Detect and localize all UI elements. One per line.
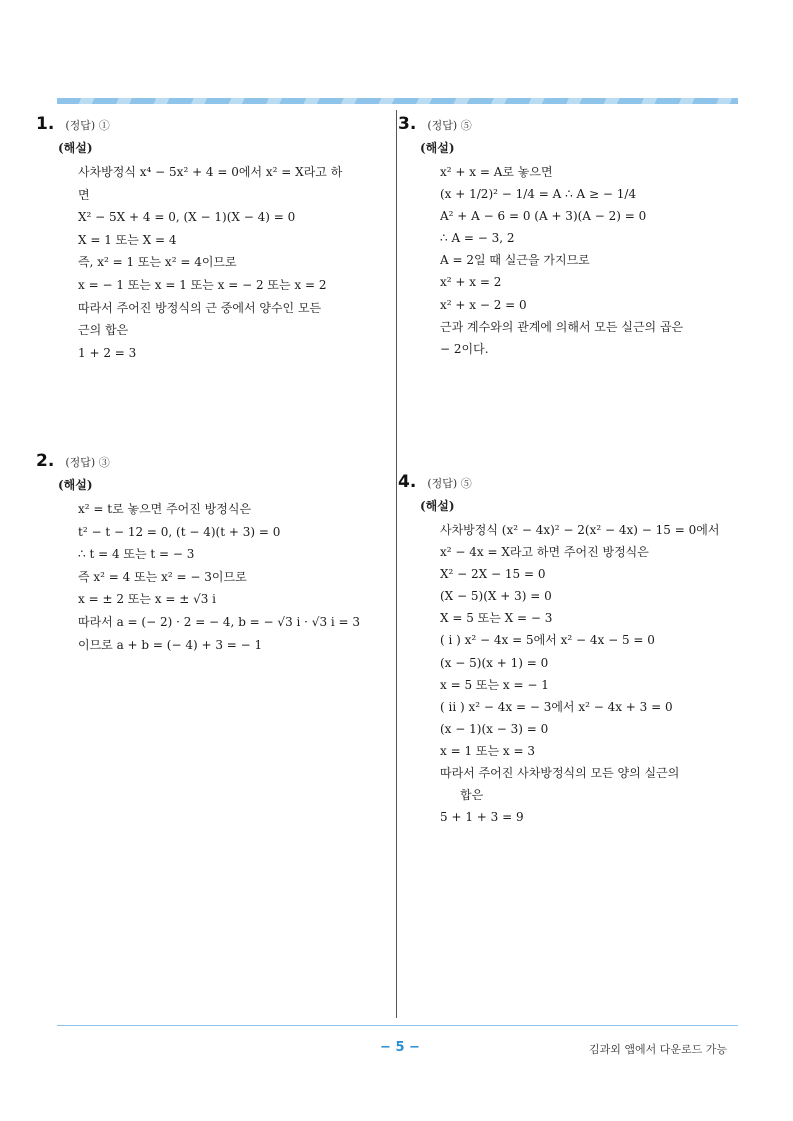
solution-line: X = 5 또는 X = − 3	[440, 611, 553, 626]
solution-line: ∴ A = − 3, 2	[440, 231, 515, 246]
solution-line: 합은	[460, 788, 484, 803]
solution-lines	[440, 519, 743, 828]
problem-1	[36, 114, 386, 364]
solution-line: X = 1 또는 X = 4	[78, 232, 177, 247]
answer-label: (정답) ⑤	[427, 477, 472, 490]
solution-line: x² − 4x = X라고 하면 주어진 방정식은	[440, 545, 649, 560]
solution-line: 면	[78, 187, 90, 202]
answer-label: (정답) ③	[65, 456, 110, 469]
solution-line: x² + x − 2 = 0	[440, 297, 527, 312]
problem-number: 1.	[36, 114, 55, 134]
footer-rule	[57, 1025, 738, 1026]
solution-line: ( i ) x² − 4x = 5에서 x² − 4x − 5 = 0	[440, 633, 655, 648]
solution-label: (해설)	[420, 499, 455, 513]
solution-lines	[440, 161, 743, 360]
solution-line: x = 5 또는 x = − 1	[440, 677, 549, 692]
answer-label: (정답) ⑤	[427, 119, 472, 132]
page-number: − 5 −	[380, 1040, 420, 1055]
problem-header	[36, 451, 386, 473]
footer-note: 김과외 앱에서 다운로드 가능	[588, 1043, 727, 1056]
problem-header	[398, 114, 743, 136]
solution-line: (x + 1/2)² − 1/4 = A ∴ A ≥ − 1/4	[440, 187, 637, 202]
solution-label: (해설)	[58, 141, 93, 155]
solution-line: 근과 계수와의 관계에 의해서 모든 실근의 곱은	[440, 319, 684, 334]
column-divider	[396, 110, 397, 1018]
solution-line: (x − 1)(x − 3) = 0	[440, 721, 549, 736]
solution-label: (해설)	[420, 141, 455, 155]
solution-line: t² − t − 12 = 0, (t − 4)(t + 3) = 0	[78, 524, 281, 539]
problem-2	[36, 451, 386, 656]
solution-line: x = − 1 또는 x = 1 또는 x = − 2 또는 x = 2	[78, 277, 327, 292]
solution-line: A = 2일 때 실근을 가지므로	[440, 253, 590, 268]
solution-label: (해설)	[58, 478, 93, 492]
solution-line: 따라서 주어진 방정식의 근 중에서 양수인 모든	[78, 300, 322, 315]
solution-line: 따라서 a = (− 2) · 2 = − 4, b = − √3 i · √3 i = 3	[78, 614, 361, 629]
solution-line: X² − 5X + 4 = 0, (X − 1)(X − 4) = 0	[78, 210, 296, 225]
solution-lines	[78, 498, 386, 656]
solution-line: 근의 합은	[78, 323, 129, 338]
solution-line: 사차방정식 (x² − 4x)² − 2(x² − 4x) − 15 = 0에서	[440, 523, 720, 537]
solution-line: ( ii ) x² − 4x = − 3에서 x² − 4x + 3 = 0	[440, 699, 673, 714]
solution-line: (x − 5)(x + 1) = 0	[440, 655, 549, 670]
answer-label: (정답) ①	[65, 119, 110, 132]
solution-line: 5 + 1 + 3 = 9	[440, 810, 524, 825]
problem-number: 3.	[398, 114, 417, 134]
solution-line: X² − 2X − 15 = 0	[440, 567, 546, 582]
solution-line: 즉 x² = 4 또는 x² = − 3이므로	[78, 569, 247, 584]
solution-line: ∴ t = 4 또는 t = − 3	[78, 547, 195, 562]
solution-line: x = ± 2 또는 x = ± √3 i	[78, 592, 217, 607]
solution-line: 즉, x² = 1 또는 x² = 4이므로	[78, 255, 237, 270]
solution-line: x² = t로 놓으면 주어진 방정식은	[78, 502, 252, 516]
solution-line: 이므로 a + b = (− 4) + 3 = − 1	[78, 637, 263, 652]
problem-header	[36, 114, 386, 136]
solution-line: 따라서 주어진 사차방정식의 모든 양의 실근의	[440, 766, 680, 781]
solution-line: x² + x = A로 놓으면	[440, 165, 553, 179]
solution-line: x = 1 또는 x = 3	[440, 743, 535, 758]
solution-line: 사차방정식 x⁴ − 5x² + 4 = 0에서 x² = X라고 하	[78, 165, 343, 179]
problem-header	[398, 472, 743, 494]
solution-lines	[78, 161, 386, 364]
solution-line: 1 + 2 = 3	[78, 345, 137, 360]
header-decorative-bar	[57, 98, 738, 104]
problem-3	[398, 114, 743, 360]
solution-line: A² + A − 6 = 0 (A + 3)(A − 2) = 0	[440, 209, 647, 224]
solution-line: x² + x = 2	[440, 275, 502, 290]
problem-number: 4.	[398, 472, 417, 492]
problem-4	[398, 472, 743, 828]
problem-number: 2.	[36, 451, 55, 471]
solution-line: (X − 5)(X + 3) = 0	[440, 589, 552, 604]
solution-line: − 2이다.	[440, 341, 489, 356]
